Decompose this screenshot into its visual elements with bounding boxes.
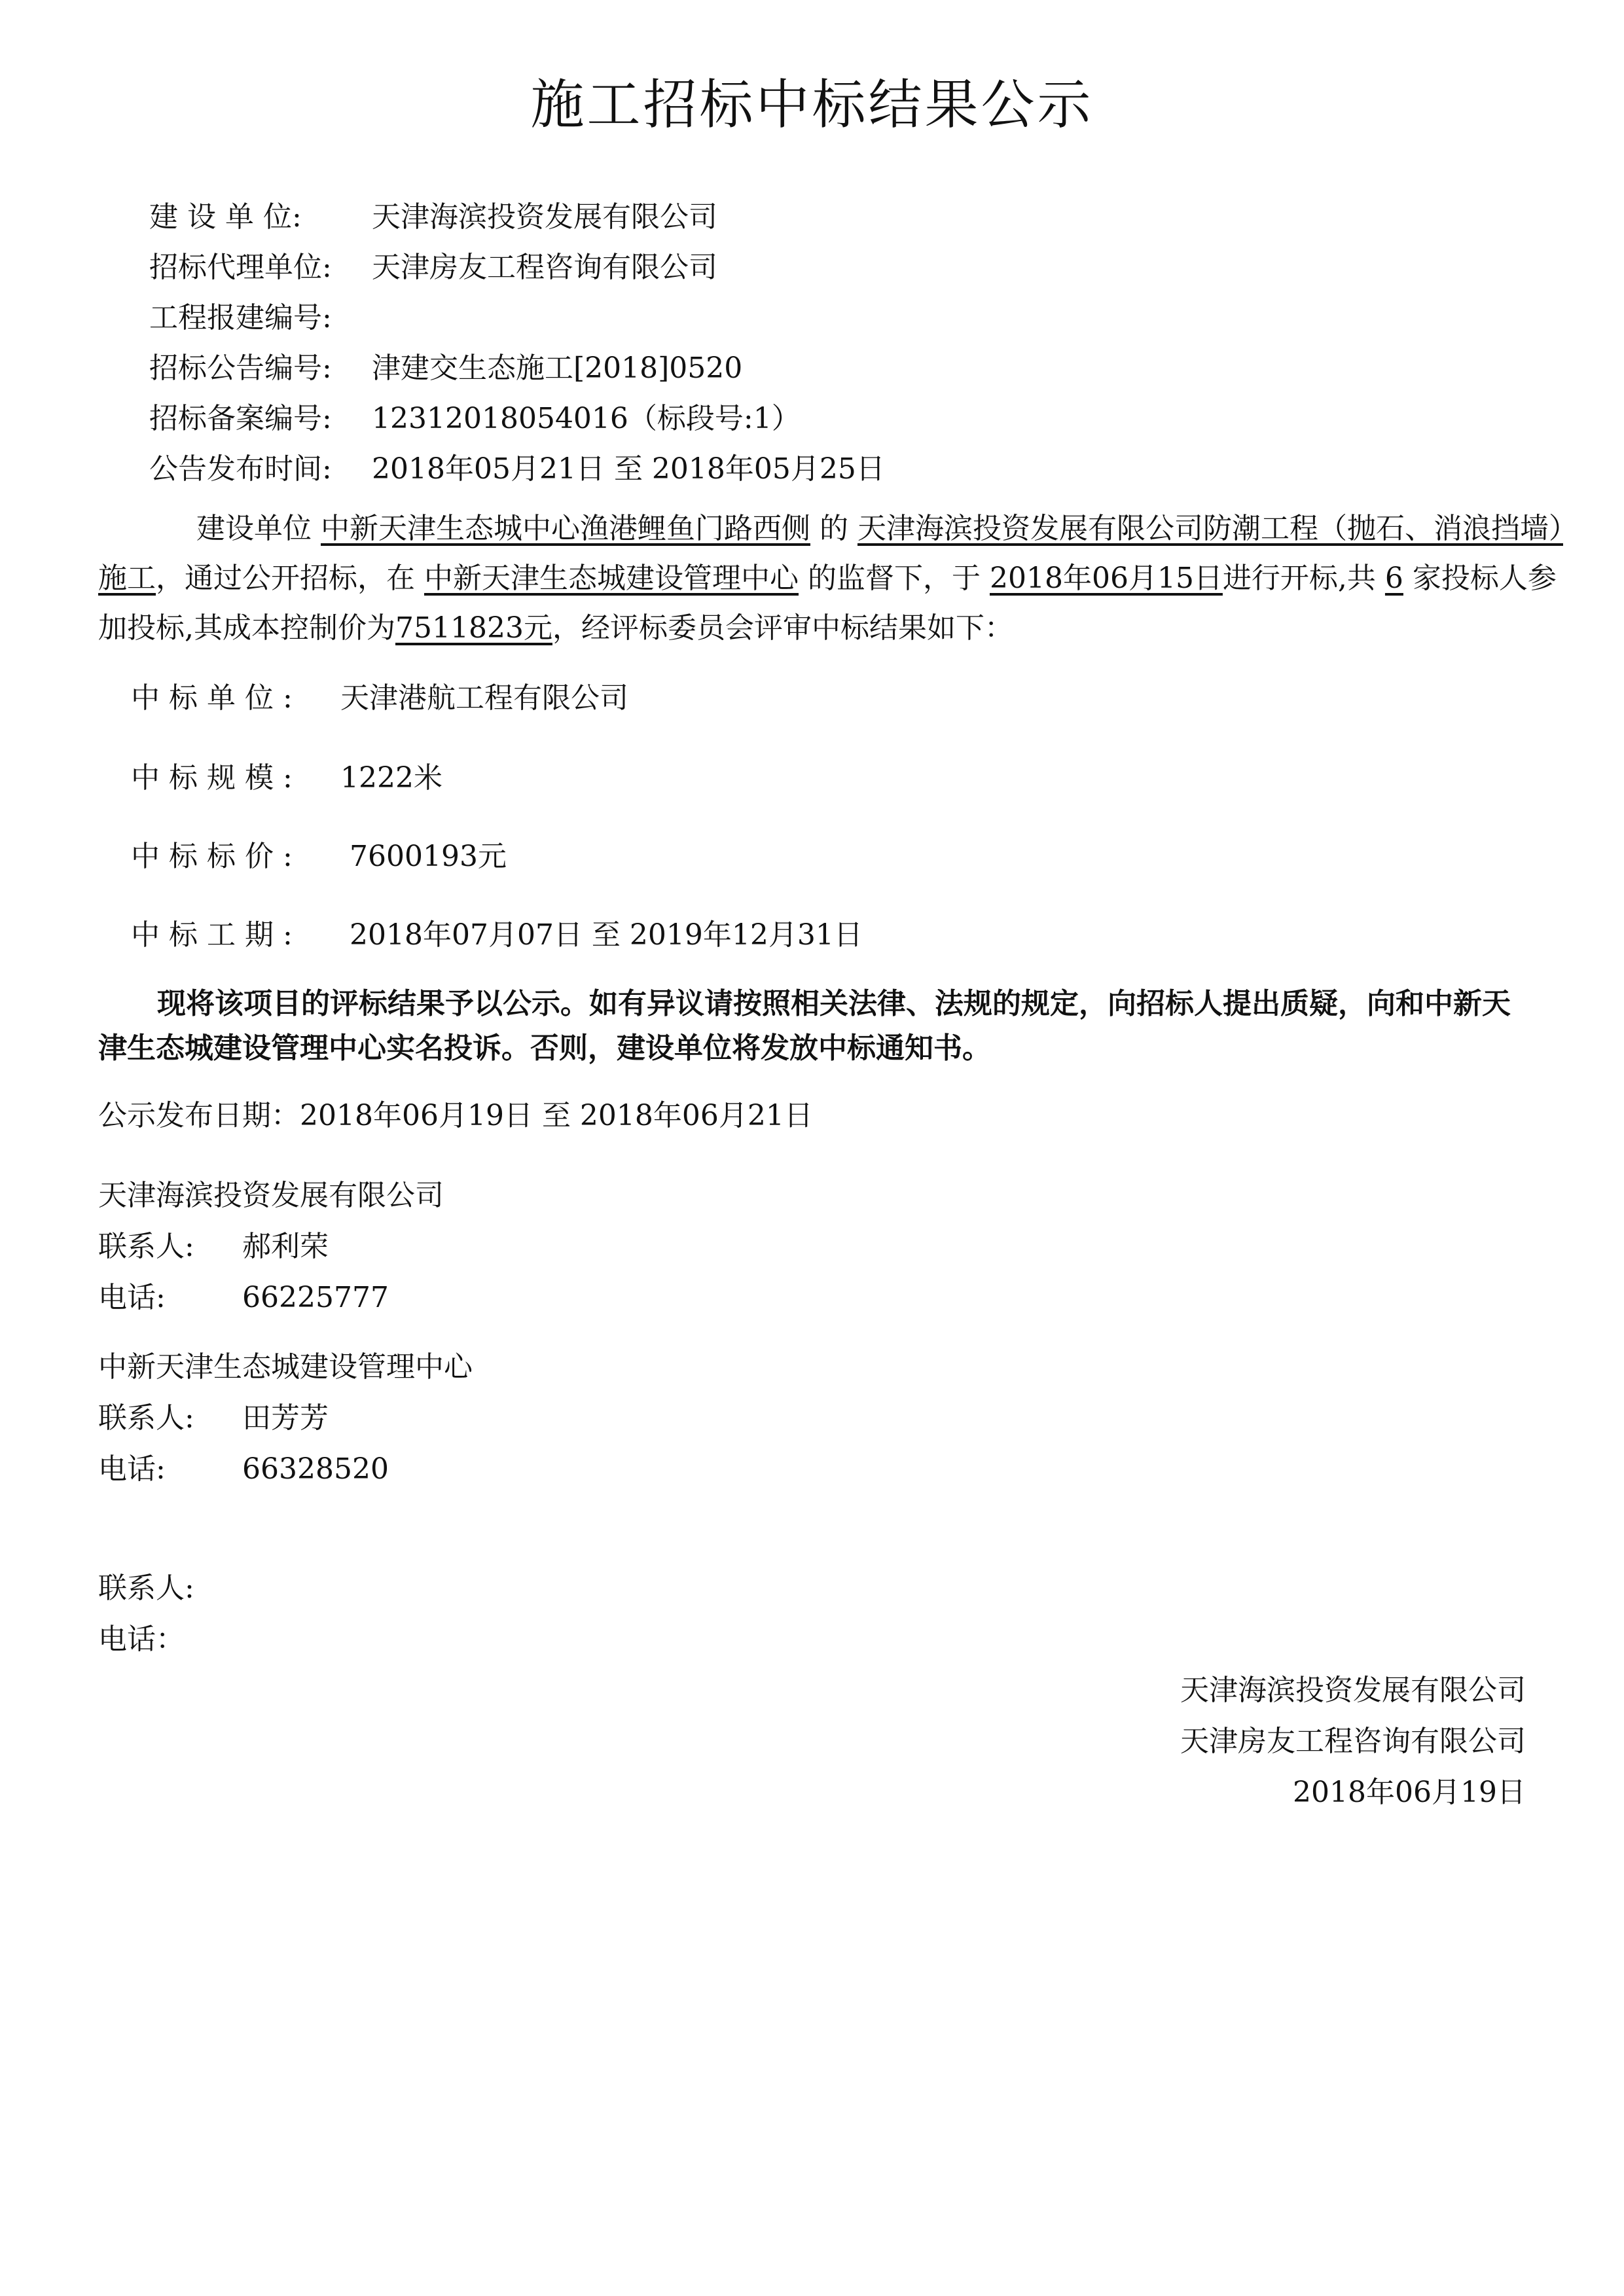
para-text: ，经评标委员会评审中标结果如下：	[552, 611, 1013, 645]
meta-value: 津建交生态施工[2018]0520	[372, 351, 743, 385]
meta-value: 天津海滨投资发展有限公司	[372, 200, 717, 234]
award-label: 中标单位:	[131, 681, 302, 715]
contact-person-label: 联系人:	[98, 1401, 194, 1435]
meta-label: 招标公告编号:	[149, 351, 332, 385]
award-row-period	[131, 911, 863, 953]
contact-org: 中新天津生态城建设管理中心	[98, 1350, 473, 1384]
award-label: 中标工期:	[131, 918, 302, 952]
para-text: 的	[810, 512, 857, 545]
award-row-winner	[131, 674, 628, 716]
meta-row-project-no	[149, 294, 372, 336]
meta-row-agent	[149, 243, 717, 285]
award-value: 天津港航工程有限公司	[340, 681, 628, 715]
contact-phone-label: 电话:	[98, 1281, 166, 1314]
meta-label: 建 设 单 位:	[149, 200, 302, 234]
meta-label: 工程报建编号:	[149, 301, 332, 334]
project-location: 中新天津生态城中心渔港鲤鱼门路西侧	[321, 512, 810, 545]
contact-phone: 66225777	[242, 1281, 389, 1314]
meta-value: 12312018054016（标段号:1）	[372, 402, 801, 435]
meta-row-builder	[149, 193, 717, 235]
award-value: 1222米	[340, 761, 442, 795]
meta-label: 招标代理单位:	[149, 251, 332, 284]
para-text: 家投标人参加投标,其成本控制价为	[98, 562, 1557, 645]
project-name: 天津海滨投资发展有限公司防潮工程（抛石、消浪挡墙）施工	[98, 512, 1563, 595]
page-title: 施工招标中标结果公示	[530, 74, 1094, 136]
meta-row-notice-period	[149, 445, 885, 487]
signature-org-1: 天津海滨投资发展有限公司	[1180, 1674, 1526, 1707]
meta-value: 2018年05月21日 至 2018年05月25日	[372, 452, 885, 486]
contact-person-row	[98, 1223, 329, 1265]
signature-date: 2018年06月19日	[1293, 1776, 1526, 1809]
publish-period: 公示发布日期：2018年06月19日 至 2018年06月21日	[98, 1099, 813, 1132]
contact-person-label: 联系人:	[98, 1230, 194, 1263]
para-text: 建设单位	[196, 512, 321, 545]
contact-phone: 66328520	[242, 1452, 389, 1486]
award-label: 中标标价:	[131, 840, 302, 873]
contact-phone-label: 电话:	[98, 1452, 166, 1486]
blank-contact-person: 联系人:	[98, 1571, 194, 1605]
contact-person: 田芳芳	[242, 1401, 329, 1435]
award-label: 中标规模:	[131, 761, 302, 795]
para-text: 的监督下，于	[799, 562, 990, 595]
contact-person-row	[98, 1394, 329, 1436]
award-value: 2018年07月07日 至 2019年12月31日	[340, 918, 863, 952]
cost-limit: 7511823元	[395, 611, 552, 645]
blank-contact-phone: 电话：	[98, 1623, 185, 1656]
contact-org: 天津海滨投资发展有限公司	[98, 1179, 444, 1212]
public-notice: 现将该项目的评标结果予以公示。如有异议请按照相关法律、法规的规定，向招标人提出质疑，向和中新天津生态城建设管理中心实名投诉。否则，建设单位将发放中标通知书。	[98, 987, 1511, 1065]
signature-org-2: 天津房友工程咨询有限公司	[1180, 1725, 1526, 1758]
meta-row-record-no	[149, 395, 801, 437]
award-value: 7600193元	[340, 840, 507, 873]
para-text: ，通过公开招标，在	[156, 562, 424, 595]
bid-summary-paragraph	[98, 504, 1564, 653]
meta-row-notice-no	[149, 344, 742, 386]
supervisor: 中新天津生态城建设管理中心	[424, 562, 799, 595]
contact-phone-row	[98, 1274, 389, 1316]
para-text: 进行开标,共	[1222, 562, 1385, 595]
opening-date: 2018年06月15日	[989, 562, 1223, 595]
contact-phone-row	[98, 1445, 389, 1487]
award-row-price	[131, 833, 507, 874]
bidder-count: 6	[1384, 562, 1403, 595]
meta-value: 天津房友工程咨询有限公司	[372, 251, 717, 284]
meta-label: 公告发布时间:	[149, 452, 332, 486]
meta-label: 招标备案编号:	[149, 402, 332, 435]
award-row-scale	[131, 754, 442, 796]
contact-person: 郝利荣	[242, 1230, 329, 1263]
